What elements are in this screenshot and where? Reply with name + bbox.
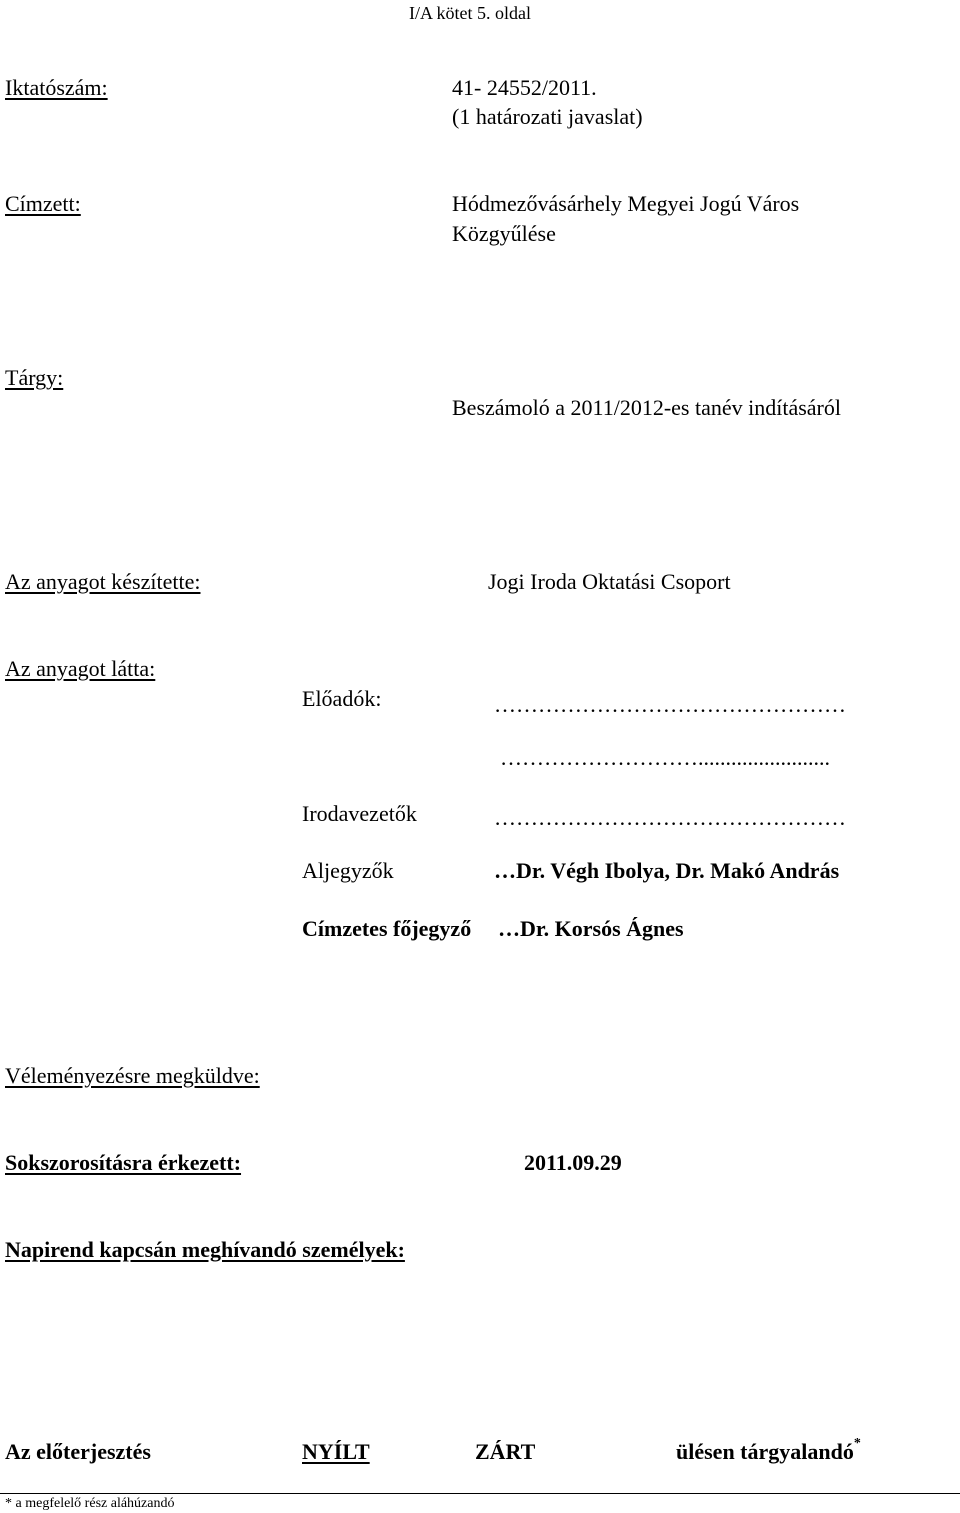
prepared-by-value: Jogi Iroda Oktatási Csoport	[488, 569, 731, 594]
volume-page-header: I/A kötet 5. oldal	[409, 3, 531, 23]
recipient-line2: Közgyűlése	[452, 221, 556, 246]
invited-persons-label: Napirend kapcsán meghívandó személyek:	[5, 1237, 405, 1262]
footnote-mark: *	[853, 1436, 861, 1451]
prepared-by-label: Az anyagot készítette:	[5, 569, 201, 594]
copying-label: Sokszorosításra érkezett:	[5, 1150, 242, 1175]
registration-label: Iktatószám:	[5, 75, 108, 100]
recipient-line1: Hódmezővásárhely Megyei Jogú Város	[452, 191, 800, 216]
session-suffix	[676, 1436, 861, 1469]
reviewed-label: Az anyagot látta:	[5, 656, 156, 681]
deputy-notaries-label: Aljegyzők	[302, 858, 394, 883]
presenters-dots-1: …………………………………………	[494, 692, 846, 717]
subject-label: Tárgy:	[5, 365, 64, 390]
session-open: NYÍLT	[302, 1439, 370, 1464]
registration-number: 41- 24552/2011.	[452, 75, 597, 100]
office-heads-dots: …………………………………………	[494, 805, 846, 830]
opinion-sent-label: Véleményezésre megküldve:	[5, 1063, 260, 1088]
presenters-dots-2: ………………………........................	[500, 745, 830, 770]
footnote-rule	[0, 1493, 960, 1494]
presenters-label: Előadók:	[302, 686, 382, 711]
chief-notary-label: Címzetes főjegyző	[302, 916, 472, 941]
chief-notary-value: …Dr. Korsós Ágnes	[498, 916, 684, 941]
session-closed: ZÁRT	[475, 1439, 536, 1464]
footnote-text: * a megfelelő rész aláhúzandó	[5, 1496, 175, 1511]
deputy-notaries-value: …Dr. Végh Ibolya, Dr. Makó András	[494, 858, 840, 883]
session-suffix-text: ülésen tárgyalandó	[676, 1439, 854, 1464]
copying-date: 2011.09.29	[524, 1150, 622, 1175]
office-heads-label: Irodavezetők	[302, 801, 417, 826]
proposal-note: (1 határozati javaslat)	[452, 104, 643, 129]
session-prefix: Az előterjesztés	[5, 1439, 151, 1464]
recipient-label: Címzett:	[5, 191, 81, 216]
subject-text: Beszámoló a 2011/2012-es tanév indításáról	[452, 395, 841, 420]
